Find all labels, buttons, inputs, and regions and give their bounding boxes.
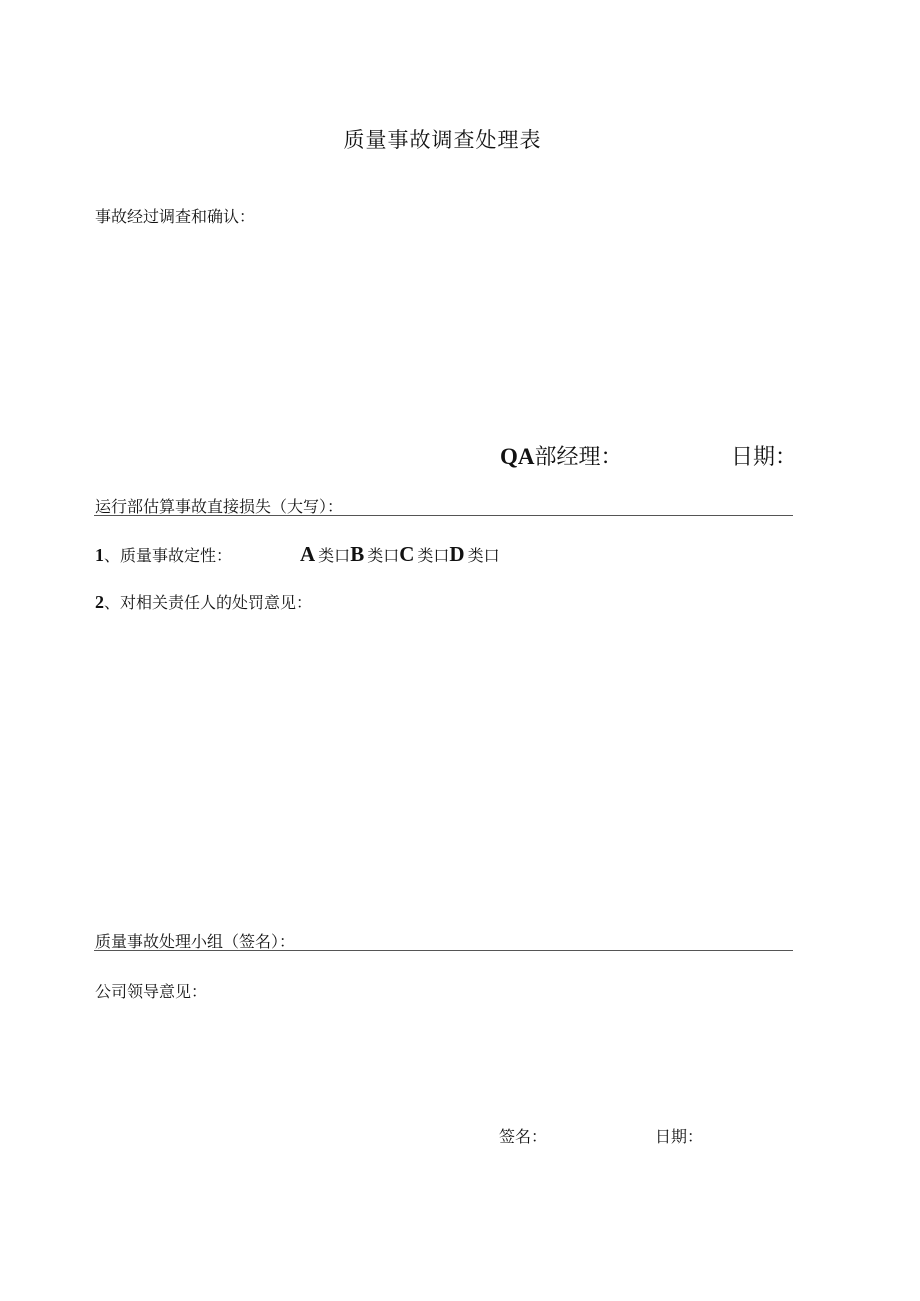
qa-manager-label: 部经理：	[534, 445, 623, 470]
item2-number: 2	[95, 592, 104, 612]
loss-label: 运行部估算事故直接损失（大写）：	[95, 497, 344, 516]
team-signature-label: 质量事故处理小组（签名）：	[95, 932, 296, 951]
category-option-b[interactable]: B 类口	[350, 542, 400, 566]
item2-row	[95, 590, 312, 613]
item1-row	[95, 543, 232, 566]
final-sign-label: 签名：	[499, 1127, 548, 1146]
category-option-c[interactable]: C 类口	[399, 542, 450, 566]
item2-label: 、对相关责任人的处罚意见：	[104, 593, 313, 612]
category-option-a[interactable]: A 类口	[300, 542, 351, 566]
investigation-label: 事故经过调查和确认：	[95, 207, 256, 226]
category-option-d[interactable]: D 类口	[449, 542, 500, 566]
category-options	[300, 542, 500, 567]
item1-label: 、质量事故定性：	[104, 546, 233, 565]
qa-signature-line	[500, 440, 623, 471]
final-date-label: 日期：	[655, 1127, 704, 1146]
leader-opinion-label: 公司领导意见：	[95, 982, 208, 1001]
item1-number: 1	[95, 545, 104, 565]
qa-prefix: QA	[500, 444, 535, 469]
team-underline	[94, 950, 793, 951]
qa-date-label: 日期：	[731, 445, 798, 470]
loss-underline	[94, 515, 793, 516]
page-title: 质量事故调查处理表	[343, 128, 542, 152]
